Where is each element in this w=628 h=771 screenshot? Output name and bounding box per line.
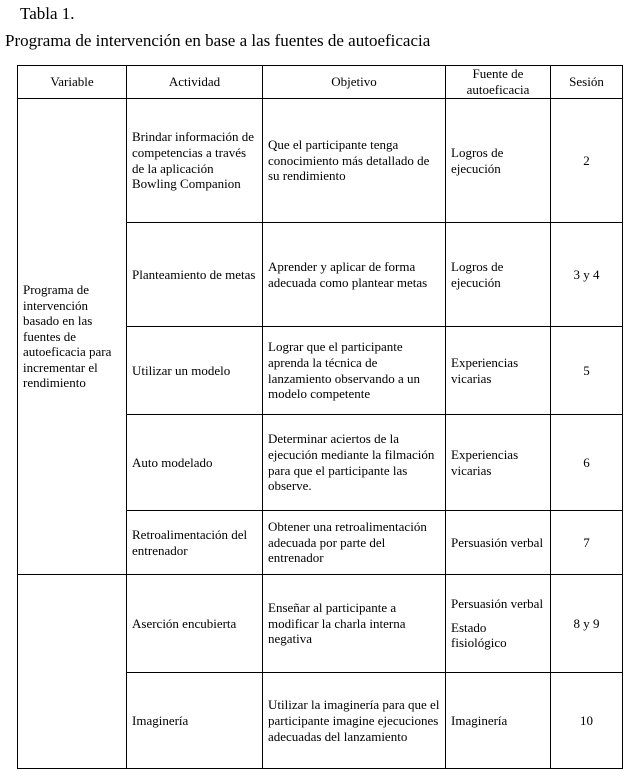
fuente-cell: Imaginería (446, 673, 551, 769)
sesion-cell: 3 y 4 (551, 223, 623, 327)
objetivo-cell: Obtener una retroalimentación adecuada por parte del entrenador (263, 511, 446, 575)
table-label: Tabla 1. (20, 4, 75, 23)
header-sesion: Sesión (551, 66, 623, 99)
objetivo-cell: Que el participante tenga conocimiento más detallado de su rendimiento (263, 99, 446, 223)
intervention-table (17, 65, 623, 769)
fuente-cell: Logros de ejecución (446, 99, 551, 223)
header-objetivo: Objetivo (263, 66, 446, 99)
sesion-cell: 8 y 9 (551, 575, 623, 673)
fuente-line-extra: Estado fisiológico (451, 619, 507, 651)
sesion-cell: 6 (551, 415, 623, 511)
objetivo-cell: Utilizar la imaginería para que el participante imagine ejecuciones adecuadas del lanzamiento (263, 673, 446, 769)
actividad-cell: Imaginería (127, 673, 263, 769)
actividad-cell: Planteamiento de metas (127, 223, 263, 327)
header-row (18, 66, 623, 99)
variable-cell-empty (18, 575, 127, 769)
table-caption: Programa de intervención en base a las fuentes de autoeficacia (5, 31, 431, 50)
sesion-cell: 5 (551, 327, 623, 415)
objetivo-cell: Lograr que el participante aprenda la técnica de lanzamiento observando a un modelo competente (263, 327, 446, 415)
actividad-cell: Brindar información de competencias a través de la aplicación Bowling Companion (127, 99, 263, 223)
fuente-cell: Experiencias vicarias (446, 327, 551, 415)
sesion-cell: 7 (551, 511, 623, 575)
header-actividad: Actividad (127, 66, 263, 99)
fuente-cell: Persuasión verbal (446, 511, 551, 575)
variable-cell: Programa de intervención basado en las fuentes de autoeficacia para incrementar el rendimiento (18, 99, 127, 575)
actividad-cell: Retroalimentación del entrenador (127, 511, 263, 575)
objetivo-cell: Aprender y aplicar de forma adecuada como plantear metas (263, 223, 446, 327)
actividad-cell: Auto modelado (127, 415, 263, 511)
fuente-line: Persuasión verbal (451, 596, 544, 612)
objetivo-cell: Enseñar al participante a modificar la charla interna negativa (263, 575, 446, 673)
fuente-cell: Logros de ejecución (446, 223, 551, 327)
table-row (18, 575, 623, 673)
table-row (18, 99, 623, 223)
table-bottom-rule (17, 768, 622, 769)
header-fuente: Fuente de autoeficacia (446, 66, 551, 99)
sesion-cell: 2 (551, 99, 623, 223)
fuente-cell: Experiencias vicarias (446, 415, 551, 511)
actividad-cell: Aserción encubierta (127, 575, 263, 673)
actividad-cell: Utilizar un modelo (127, 327, 263, 415)
sesion-cell: 10 (551, 673, 623, 769)
fuente-cell (446, 575, 551, 673)
header-variable: Variable (18, 66, 127, 99)
objetivo-cell: Determinar aciertos de la ejecución mediante la filmación para que el participante las observe. (263, 415, 446, 511)
